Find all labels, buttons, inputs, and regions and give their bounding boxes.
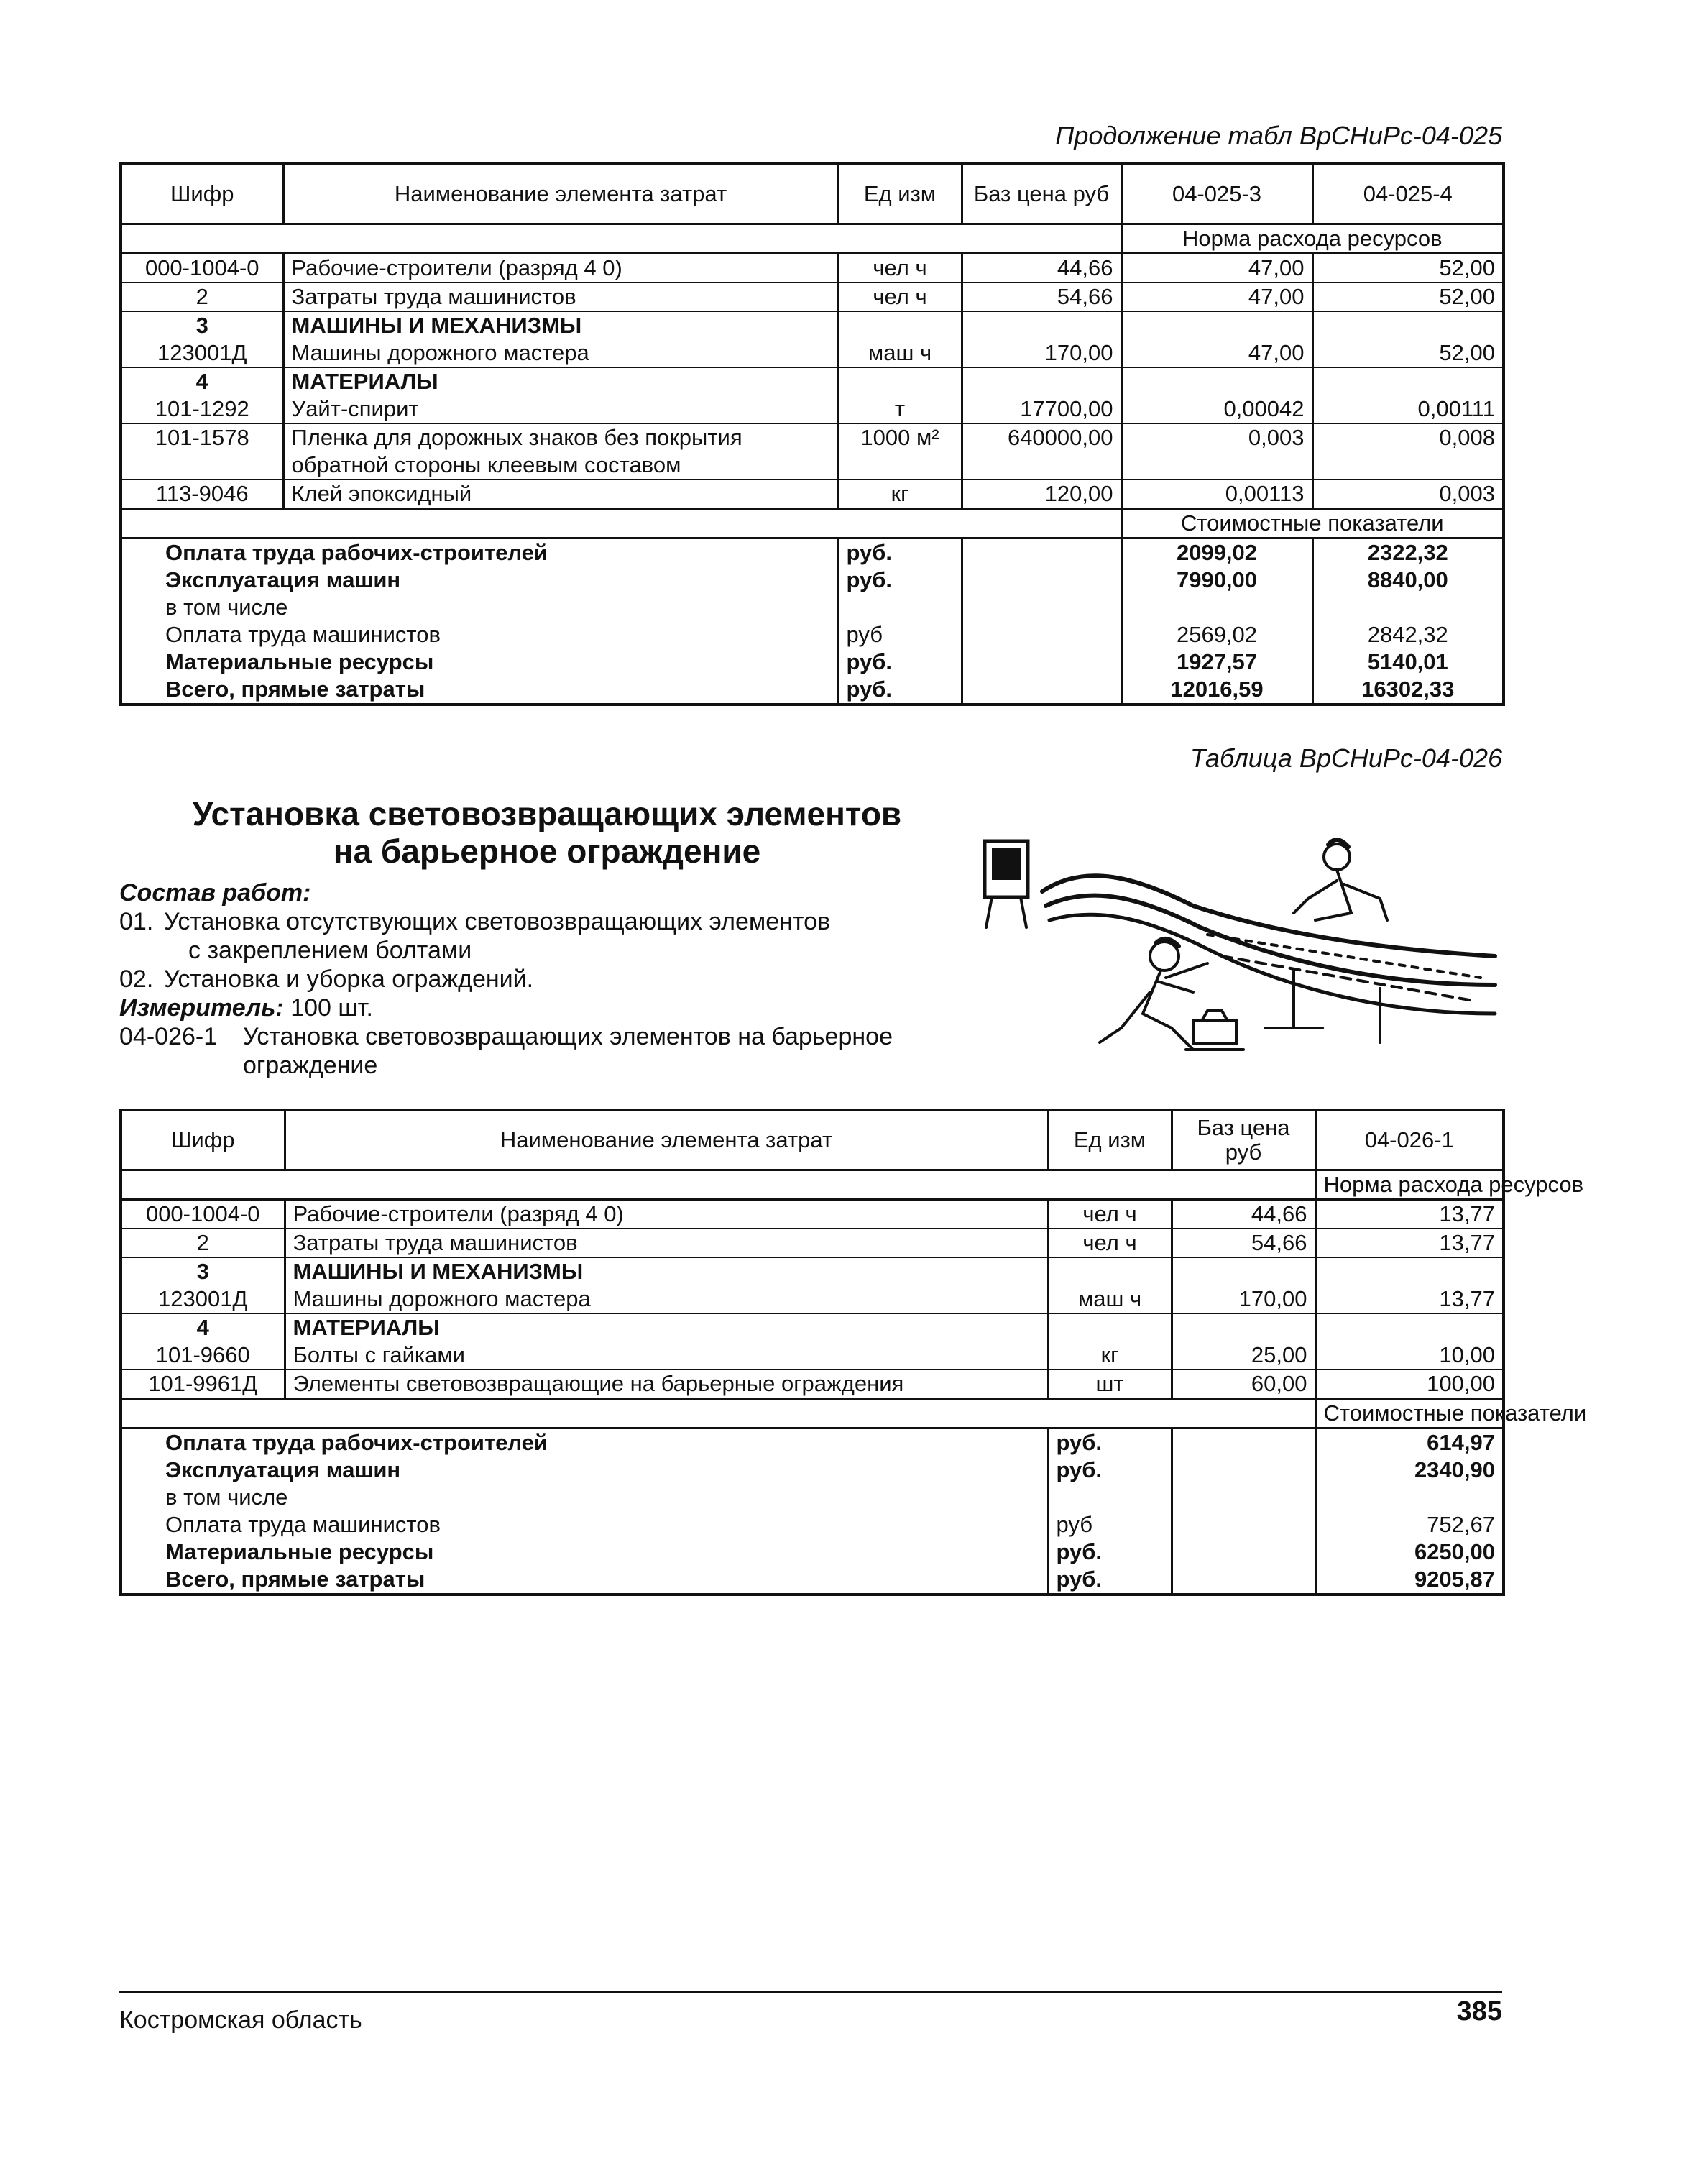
cost-row bbox=[121, 1511, 1504, 1538]
row-name: Рабочие-строители (разряд 4 0) bbox=[285, 1200, 1048, 1229]
row-value-a: 47,00 bbox=[1121, 283, 1312, 311]
row-code: 101-9961Д bbox=[121, 1369, 285, 1399]
row-unit: т bbox=[838, 395, 962, 423]
cost-unit: руб. bbox=[838, 566, 962, 594]
row-price: 54,66 bbox=[1172, 1229, 1315, 1257]
header-name: Наименование элемента затрат bbox=[283, 164, 838, 224]
resource-table-04-026 bbox=[119, 1109, 1587, 1596]
row-name: Пленка для дорожных знаков без покрытия обратной стороны клеевым составом bbox=[283, 423, 838, 480]
cost-label: Оплата труда рабочих-строителей bbox=[165, 540, 548, 565]
norm-header: Норма расхода ресурсов bbox=[1315, 1170, 1504, 1200]
cost-label: Оплата труда машинистов bbox=[165, 1512, 441, 1537]
row-unit: чел ч bbox=[838, 283, 962, 311]
cost-value-b: 16302,33 bbox=[1312, 676, 1504, 705]
row-unit: чел ч bbox=[1048, 1229, 1172, 1257]
cost-price-empty bbox=[1172, 1566, 1315, 1595]
cost-label: Всего, прямые затраты bbox=[165, 1566, 426, 1592]
norm-header-row bbox=[121, 1170, 1504, 1200]
cost-value-a: 2099,02 bbox=[1121, 538, 1312, 567]
row-price bbox=[962, 311, 1121, 339]
row-price bbox=[1172, 1313, 1315, 1341]
table-row bbox=[121, 1369, 1504, 1399]
row-value-a bbox=[1121, 311, 1312, 339]
row-code: 101-1578 bbox=[121, 423, 283, 480]
cost-value-b: 2842,32 bbox=[1312, 621, 1504, 648]
row-code: 000-1004-0 bbox=[121, 1200, 285, 1229]
cost-label: в том числе bbox=[165, 1485, 288, 1510]
cost-price-empty bbox=[962, 676, 1121, 705]
cost-row bbox=[121, 594, 1504, 621]
row-value-b: 52,00 bbox=[1312, 283, 1504, 311]
row-price: 44,66 bbox=[962, 254, 1121, 283]
table-row bbox=[121, 480, 1504, 509]
cost-row bbox=[121, 621, 1504, 648]
row-code: 2 bbox=[121, 283, 283, 311]
cost-unit bbox=[1048, 1484, 1172, 1511]
row-name: МАШИНЫ И МЕХАНИЗМЫ bbox=[285, 1257, 1048, 1285]
row-name: Клей эпоксидный bbox=[283, 480, 838, 509]
cost-value-a bbox=[1121, 594, 1312, 621]
cost-price-empty bbox=[1172, 1538, 1315, 1566]
cost-row bbox=[121, 566, 1504, 594]
cost-header-row bbox=[121, 1399, 1504, 1428]
row-unit: чел ч bbox=[838, 254, 962, 283]
item-code: 04-026-1 bbox=[119, 1023, 218, 1050]
row-unit bbox=[838, 311, 962, 339]
work-1-num: 01. bbox=[119, 908, 154, 935]
cost-row bbox=[121, 648, 1504, 676]
row-value-a: 100,00 bbox=[1315, 1369, 1504, 1399]
row-value-b bbox=[1312, 367, 1504, 395]
cost-price-empty bbox=[962, 594, 1121, 621]
row-value-a: 0,00042 bbox=[1121, 395, 1312, 423]
row-unit: маш ч bbox=[838, 339, 962, 367]
row-value-a: 47,00 bbox=[1121, 254, 1312, 283]
table-header-row bbox=[121, 1110, 1504, 1170]
header-price: Баз цена руб bbox=[962, 164, 1121, 224]
cost-label: Материальные ресурсы bbox=[165, 1539, 434, 1564]
header-code: Шифр bbox=[121, 1110, 285, 1170]
cost-price-empty bbox=[962, 538, 1121, 567]
footer-rule bbox=[119, 1991, 1502, 1993]
table-row bbox=[121, 1341, 1504, 1369]
cost-price-empty bbox=[1172, 1511, 1315, 1538]
cost-row bbox=[121, 538, 1504, 567]
row-value-a bbox=[1121, 367, 1312, 395]
cost-price-empty bbox=[1172, 1428, 1315, 1457]
cost-value-a: 752,67 bbox=[1315, 1511, 1504, 1538]
cost-unit bbox=[838, 594, 962, 621]
cost-unit: руб. bbox=[1048, 1428, 1172, 1457]
section-title-line1: Установка световозвращающих элементов bbox=[192, 795, 902, 832]
row-code: 123001Д bbox=[121, 339, 283, 367]
cost-label: Эксплуатация машин bbox=[165, 1457, 401, 1482]
row-name: МАТЕРИАЛЫ bbox=[283, 367, 838, 395]
section-title-line2: на барьерное ограждение bbox=[333, 832, 761, 870]
cost-unit: руб bbox=[838, 621, 962, 648]
row-price: 640000,00 bbox=[962, 423, 1121, 480]
row-name: Затраты труда машинистов bbox=[283, 283, 838, 311]
cost-price-empty bbox=[962, 648, 1121, 676]
cost-value-a: 9205,87 bbox=[1315, 1566, 1504, 1595]
cost-value-b: 2322,32 bbox=[1312, 538, 1504, 567]
cost-row bbox=[121, 1484, 1504, 1511]
cost-row bbox=[121, 1428, 1504, 1457]
cost-unit: руб. bbox=[1048, 1456, 1172, 1484]
meter-value: 100 шт. bbox=[290, 994, 373, 1022]
cost-value-b bbox=[1312, 594, 1504, 621]
row-code: 3 bbox=[121, 311, 283, 339]
row-value-b: 0,008 bbox=[1312, 423, 1504, 480]
row-name: Элементы световозвращающие на барьерные ограждения bbox=[285, 1369, 1048, 1399]
row-code: 2 bbox=[121, 1229, 285, 1257]
cost-value-a: 614,97 bbox=[1315, 1428, 1504, 1457]
header-price: Баз цена руб bbox=[1172, 1110, 1315, 1170]
norm-header: Норма расхода ресурсов bbox=[1121, 224, 1504, 254]
work-2-num: 02. bbox=[119, 965, 154, 993]
cost-value-a bbox=[1315, 1484, 1504, 1511]
cost-row bbox=[121, 676, 1504, 705]
cost-price-empty bbox=[962, 566, 1121, 594]
row-code: 3 bbox=[121, 1257, 285, 1285]
table-row bbox=[121, 1313, 1504, 1341]
row-price: 25,00 bbox=[1172, 1341, 1315, 1369]
spacer bbox=[121, 224, 1121, 254]
row-unit: шт bbox=[1048, 1369, 1172, 1399]
table-row bbox=[121, 1257, 1504, 1285]
spacer bbox=[121, 509, 1121, 538]
cost-label: Оплата труда рабочих-строителей bbox=[165, 1430, 548, 1455]
cost-value-a: 12016,59 bbox=[1121, 676, 1312, 705]
cost-label: в том числе bbox=[165, 595, 288, 620]
row-code: 101-1292 bbox=[121, 395, 283, 423]
item-text-cont: ограждение bbox=[243, 1052, 378, 1079]
table-caption: Таблица ВрСНиРс-04-026 bbox=[1190, 743, 1502, 773]
item-text: Установка световозвращающих элементов на барьерное bbox=[243, 1023, 893, 1050]
table-row bbox=[121, 367, 1504, 395]
cost-price-empty bbox=[1172, 1484, 1315, 1511]
cost-unit: руб. bbox=[838, 538, 962, 567]
table-continuation-caption: Продолжение табл ВрСНиРс-04-025 bbox=[1055, 121, 1502, 150]
table-row bbox=[121, 423, 1504, 480]
row-value-a bbox=[1315, 1257, 1504, 1285]
row-code: 113-9046 bbox=[121, 480, 283, 509]
row-value-a: 13,77 bbox=[1315, 1200, 1504, 1229]
row-code: 4 bbox=[121, 1313, 285, 1341]
table-row bbox=[121, 283, 1504, 311]
table-row bbox=[121, 1285, 1504, 1313]
cost-value-a: 2569,02 bbox=[1121, 621, 1312, 648]
cost-row bbox=[121, 1456, 1504, 1484]
cost-price-empty bbox=[1172, 1456, 1315, 1484]
cost-unit: руб. bbox=[838, 648, 962, 676]
cost-value-a: 1927,57 bbox=[1121, 648, 1312, 676]
row-value-a: 0,003 bbox=[1121, 423, 1312, 480]
table-row bbox=[121, 339, 1504, 367]
row-price: 54,66 bbox=[962, 283, 1121, 311]
row-name: МАТЕРИАЛЫ bbox=[285, 1313, 1048, 1341]
row-value-b: 52,00 bbox=[1312, 254, 1504, 283]
row-value-b bbox=[1312, 311, 1504, 339]
cost-value-a: 6250,00 bbox=[1315, 1538, 1504, 1566]
row-price: 170,00 bbox=[1172, 1285, 1315, 1313]
row-unit: кг bbox=[838, 480, 962, 509]
header-unit: Ед изм bbox=[1048, 1110, 1172, 1170]
workers-illustration bbox=[978, 812, 1509, 1057]
header-col-b: 04-025-4 bbox=[1312, 164, 1504, 224]
cost-unit: руб. bbox=[1048, 1566, 1172, 1595]
work-1-text: Установка отсутствующих световозвращающих элементов bbox=[164, 908, 831, 935]
row-unit: чел ч bbox=[1048, 1200, 1172, 1229]
row-unit bbox=[1048, 1313, 1172, 1341]
cost-value-b: 5140,01 bbox=[1312, 648, 1504, 676]
cost-value-b: 8840,00 bbox=[1312, 566, 1504, 594]
row-code: 000-1004-0 bbox=[121, 254, 283, 283]
table-header-row bbox=[121, 164, 1504, 224]
row-unit bbox=[838, 367, 962, 395]
header-unit: Ед изм bbox=[838, 164, 962, 224]
cost-row bbox=[121, 1566, 1504, 1595]
cost-label: Оплата труда машинистов bbox=[165, 622, 441, 647]
cost-unit: руб. bbox=[838, 676, 962, 705]
works-label: Состав работ: bbox=[119, 879, 311, 907]
row-value-b: 0,003 bbox=[1312, 480, 1504, 509]
cost-header: Стоимостные показатели bbox=[1121, 509, 1504, 538]
header-name: Наименование элемента затрат bbox=[285, 1110, 1048, 1170]
meter-label: Измеритель: bbox=[119, 994, 284, 1022]
section-title bbox=[119, 795, 975, 870]
row-name: Затраты труда машинистов bbox=[285, 1229, 1048, 1257]
row-value-a: 47,00 bbox=[1121, 339, 1312, 367]
cost-value-a: 2340,90 bbox=[1315, 1456, 1504, 1484]
row-value-a: 13,77 bbox=[1315, 1285, 1504, 1313]
resource-table-04-025 bbox=[119, 162, 1505, 706]
row-value-b: 0,00111 bbox=[1312, 395, 1504, 423]
cost-unit: руб bbox=[1048, 1511, 1172, 1538]
row-name: Машины дорожного мастера bbox=[285, 1285, 1048, 1313]
cost-unit: руб. bbox=[1048, 1538, 1172, 1566]
table-row bbox=[121, 254, 1504, 283]
row-price bbox=[1172, 1257, 1315, 1285]
footer-region: Костромская область bbox=[119, 2006, 362, 2034]
cost-price-empty bbox=[962, 621, 1121, 648]
works-description bbox=[119, 878, 967, 1080]
table-row bbox=[121, 1229, 1504, 1257]
cost-label: Всего, прямые затраты bbox=[165, 676, 426, 702]
row-value-a: 0,00113 bbox=[1121, 480, 1312, 509]
cost-row bbox=[121, 1538, 1504, 1566]
row-unit: маш ч bbox=[1048, 1285, 1172, 1313]
row-unit bbox=[1048, 1257, 1172, 1285]
header-col-a: 04-025-3 bbox=[1121, 164, 1312, 224]
row-name: Болты с гайками bbox=[285, 1341, 1048, 1369]
norm-header-row bbox=[121, 224, 1504, 254]
row-value-a: 10,00 bbox=[1315, 1341, 1504, 1369]
row-value-a bbox=[1315, 1313, 1504, 1341]
row-price: 120,00 bbox=[962, 480, 1121, 509]
row-unit: 1000 м² bbox=[838, 423, 962, 480]
row-price: 60,00 bbox=[1172, 1369, 1315, 1399]
row-name: Уайт-спирит bbox=[283, 395, 838, 423]
table-row bbox=[121, 1200, 1504, 1229]
row-price: 170,00 bbox=[962, 339, 1121, 367]
row-code: 101-9660 bbox=[121, 1341, 285, 1369]
page-number: 385 bbox=[1456, 1996, 1502, 2027]
cost-header: Стоимостные показатели bbox=[1315, 1399, 1504, 1428]
header-code: Шифр bbox=[121, 164, 283, 224]
spacer bbox=[121, 1170, 1315, 1200]
table-row bbox=[121, 395, 1504, 423]
row-code: 123001Д bbox=[121, 1285, 285, 1313]
row-code: 4 bbox=[121, 367, 283, 395]
row-price bbox=[962, 367, 1121, 395]
table-row bbox=[121, 311, 1504, 339]
cost-label: Материальные ресурсы bbox=[165, 649, 434, 674]
cost-value-a: 7990,00 bbox=[1121, 566, 1312, 594]
row-price: 17700,00 bbox=[962, 395, 1121, 423]
row-price: 44,66 bbox=[1172, 1200, 1315, 1229]
row-name: Машины дорожного мастера bbox=[283, 339, 838, 367]
row-value-b: 52,00 bbox=[1312, 339, 1504, 367]
cost-header-row bbox=[121, 509, 1504, 538]
work-2-text: Установка и уборка ограждений. bbox=[164, 965, 534, 993]
work-1-text-cont: с закреплением болтами bbox=[188, 937, 472, 964]
header-col-a: 04-026-1 bbox=[1315, 1110, 1504, 1170]
row-name: Рабочие-строители (разряд 4 0) bbox=[283, 254, 838, 283]
row-name: МАШИНЫ И МЕХАНИЗМЫ bbox=[283, 311, 838, 339]
row-value-a: 13,77 bbox=[1315, 1229, 1504, 1257]
spacer bbox=[121, 1399, 1315, 1428]
row-unit: кг bbox=[1048, 1341, 1172, 1369]
cost-label: Эксплуатация машин bbox=[165, 567, 401, 592]
